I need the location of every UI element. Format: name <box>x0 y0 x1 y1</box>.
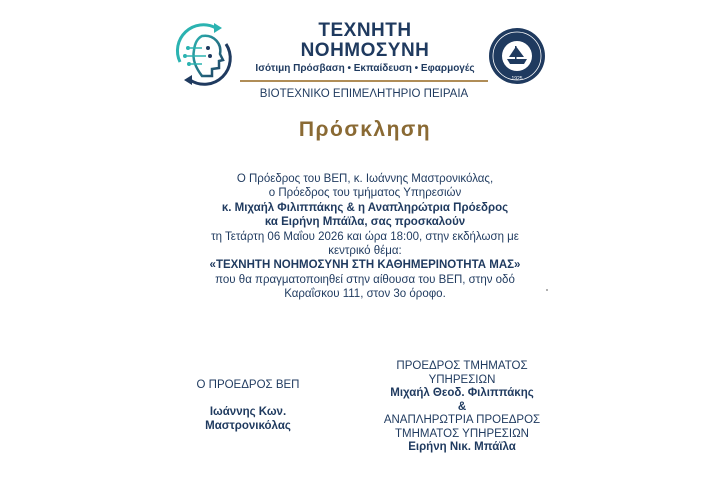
ampersand: & <box>457 400 467 413</box>
right-signatory2-name: Ειρήνη Νικ. Μπάϊλα <box>408 441 516 453</box>
ai-head-icon <box>168 18 238 88</box>
right-signatory-title: ΠΡΟΕΔΡΟΣ ΤΜΗΜΑΤΟΣ <box>396 360 528 372</box>
invitation-line: τη Τετάρτη 06 Μαΐου 2026 και ώρα 18:00, στην εκδήλωση με <box>211 230 519 243</box>
signature-right <box>362 360 562 455</box>
seal-year: 1925 <box>511 76 523 82</box>
left-signatory-name: Ιωάννης Κων. <box>209 406 287 418</box>
event-theme: «ΤΕΧΝΗΤΗ ΝΟΗΜΟΣΥΝΗ ΣΤΗ ΚΑΘΗΜΕΡΙΝΟΤΗΤΑ ΜΑΣ» <box>209 259 521 272</box>
invitation-line: κ. Μιχαήλ Φιλιππάκης & η Αναπληρώτρια Πρόεδρος <box>221 201 509 214</box>
chamber-name: ΒΙΟΤΕΧΝΙΚΟ ΕΠΙΜΕΛΗΤΗΡΙΟ ΠΕΙΡΑΙΑ <box>259 88 469 100</box>
right-signatory2-title: ΑΝΑΠΛΗΡΩΤΡΙΑ ΠΡΟΕΔΡΟΣ <box>383 414 541 426</box>
chamber-seal-icon <box>488 27 546 85</box>
invitation-body <box>170 172 560 302</box>
right-signatory2-title-cont: ΤΜΗΜΑΤΟΣ ΥΠΗΡΕΣΙΩΝ <box>395 427 529 440</box>
header-divider <box>240 80 488 82</box>
logo-title-line1: ΤΕΧΝΗΤΗ <box>318 20 412 41</box>
invitation-heading: Πρόσκληση <box>298 118 432 141</box>
invitation-line: ο Πρόεδρος του τμήματος Υπηρεσιών <box>268 187 462 200</box>
right-signatory-name: Μιχαήλ Θεοδ. Φιλιππάκης <box>390 387 534 399</box>
invitation-line: που θα πραγματοποιηθεί στην αίθουσα του ΒΕΠ, στην οδό <box>215 273 515 286</box>
logo-subtitle: Ισότιμη Πρόσβαση • Εκπαίδευση • Εφαρμογές <box>255 63 475 74</box>
signature-left <box>158 378 338 433</box>
invitation-line: κεντρικό θέμα: <box>328 245 402 258</box>
left-signatory-surname: Μαστρονικόλας <box>205 420 291 432</box>
invitation-line: Καραΐσκου 111, στον 3ο όροφο. <box>284 288 446 301</box>
right-signatory-title-cont: ΥΠΗΡΕΣΙΩΝ <box>428 373 496 386</box>
invitation-line: Ο Πρόεδρος του ΒΕΠ, κ. Ιωάννης Μαστρονικόλας, <box>236 173 494 185</box>
invitation-line: κα Ειρήνη Μπάϊλα, σας προσκαλούν <box>264 216 466 229</box>
logo-title-line2: ΝΟΗΜΟΣΥΝΗ <box>300 40 430 61</box>
stray-dot <box>546 289 548 291</box>
left-signatory-title: Ο ΠΡΟΕΔΡΟΣ ΒΕΠ <box>196 379 300 391</box>
